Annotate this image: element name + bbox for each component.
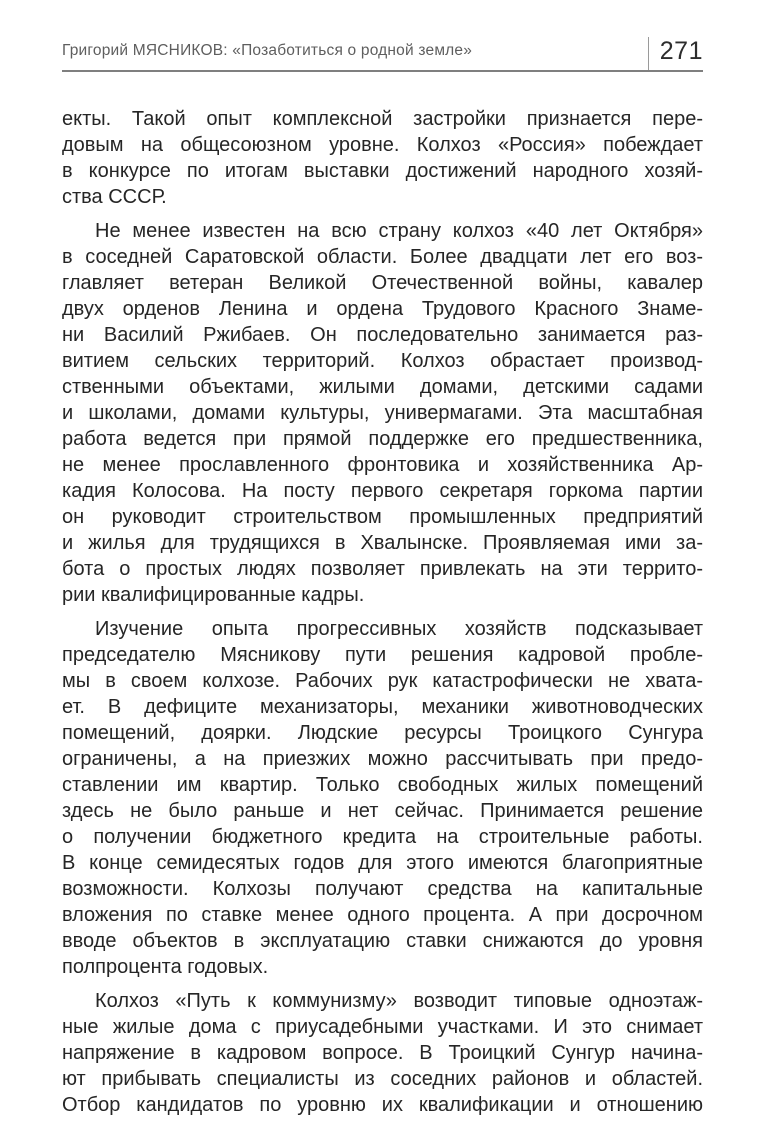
paragraph [62,616,703,980]
text-line: помещений, доярки. Людские ресурсы Троицкого Сунгура [62,722,703,744]
text-line: ственными объектами, жилыми домами, детскими садами [62,376,703,398]
paragraph [62,988,703,1118]
text-line: ют прибывать специалисты из соседних районов и областей. [62,1068,703,1090]
text-line: ограничены, а на приезжих можно рассчитывать при предо- [62,748,703,770]
text-line: он руководит строительством промышленных предприятий [62,506,703,528]
text-line: и жилья для трудящихся в Хвалынске. Проявляемая ими за- [62,532,703,554]
text-line: здесь не было раньше и нет сейчас. Принимается решение [62,800,703,822]
page-content [62,0,703,1118]
text-line: и школами, домами культуры, универмагами. Эта масштабная [62,402,703,424]
text-line: работа ведется при прямой поддержке его предшественника, [62,428,703,450]
page-number: 271 [659,37,703,65]
text-line: ставлении им квартир. Только свободных жилых помещений [62,774,703,796]
text-line: ные жилые дома с приусадебными участками. И это снимает [62,1016,703,1038]
text-line: вложения по ставке менее одного процента. А при досрочном [62,904,703,926]
text-line: не менее прославленного фронтовика и хозяйственника Ар- [62,454,703,476]
text-line: рии квалифицированные кадры. [62,584,365,606]
text-line: довым на общесоюзном уровне. Колхоз «Россия» побеждает [62,134,703,156]
text-line: екты. Такой опыт комплексной застройки признается пере- [62,108,703,130]
text-line: двух орденов Ленина и ордена Трудового Красного Знаме- [62,298,703,320]
text-line: в конкурсе по итогам выставки достижений народного хозяй- [62,160,703,182]
text-line: полпроцента годовых. [62,956,269,978]
text-line: председателю Мясникову пути решения кадровой пробле- [62,644,703,666]
text-line: вводе объектов в эксплуатацию ставки снижаются до уровня [62,930,703,952]
text-line: Отбор кандидатов по уровню их квалификации и отношению [62,1094,703,1116]
text-line: В конце семидесятых годов для этого имеются благоприятные [62,852,703,874]
text-line: мы в своем колхозе. Рабочих рук катастрофически не хвата- [62,670,703,692]
text-line: возможности. Колхозы получают средства на капитальные [62,878,703,900]
text-line: напряжение в кадровом вопросе. В Троицкий Сунгур начина- [62,1042,703,1064]
text-line: главляет ветеран Великой Отечественной войны, кавалер [62,272,703,294]
text-line: в соседней Саратовской области. Более двадцати лет его воз- [62,246,703,268]
running-header [62,0,703,72]
text-line: о получении бюджетного кредита на строительные работы. [62,826,703,848]
paragraph [62,106,703,210]
text-line: ства СССР. [62,186,167,208]
text-line: витием сельских территорий. Колхоз обрастает производ- [62,350,703,372]
body-text [62,72,703,1118]
page-number-box [648,37,703,70]
text-line: Колхоз «Путь к коммунизму» возводит типовые одноэтаж- [95,990,703,1012]
text-line: ет. В дефиците механизаторы, механики животноводческих [62,696,703,718]
text-line: кадия Колосова. На посту первого секретаря горкома партии [62,480,703,502]
text-line: ни Василий Ржибаев. Он последовательно занимается раз- [62,324,703,346]
paragraph [62,218,703,608]
text-line: бота о простых людях позволяет привлекать на эти террито- [62,558,703,580]
text-line: Не менее известен на всю страну колхоз «40 лет Октября» [95,220,703,242]
running-title: Григорий МЯСНИКОВ: «Позаботиться о родной земле» [62,42,473,59]
text-line: Изучение опыта прогрессивных хозяйств подсказывает [95,618,703,640]
